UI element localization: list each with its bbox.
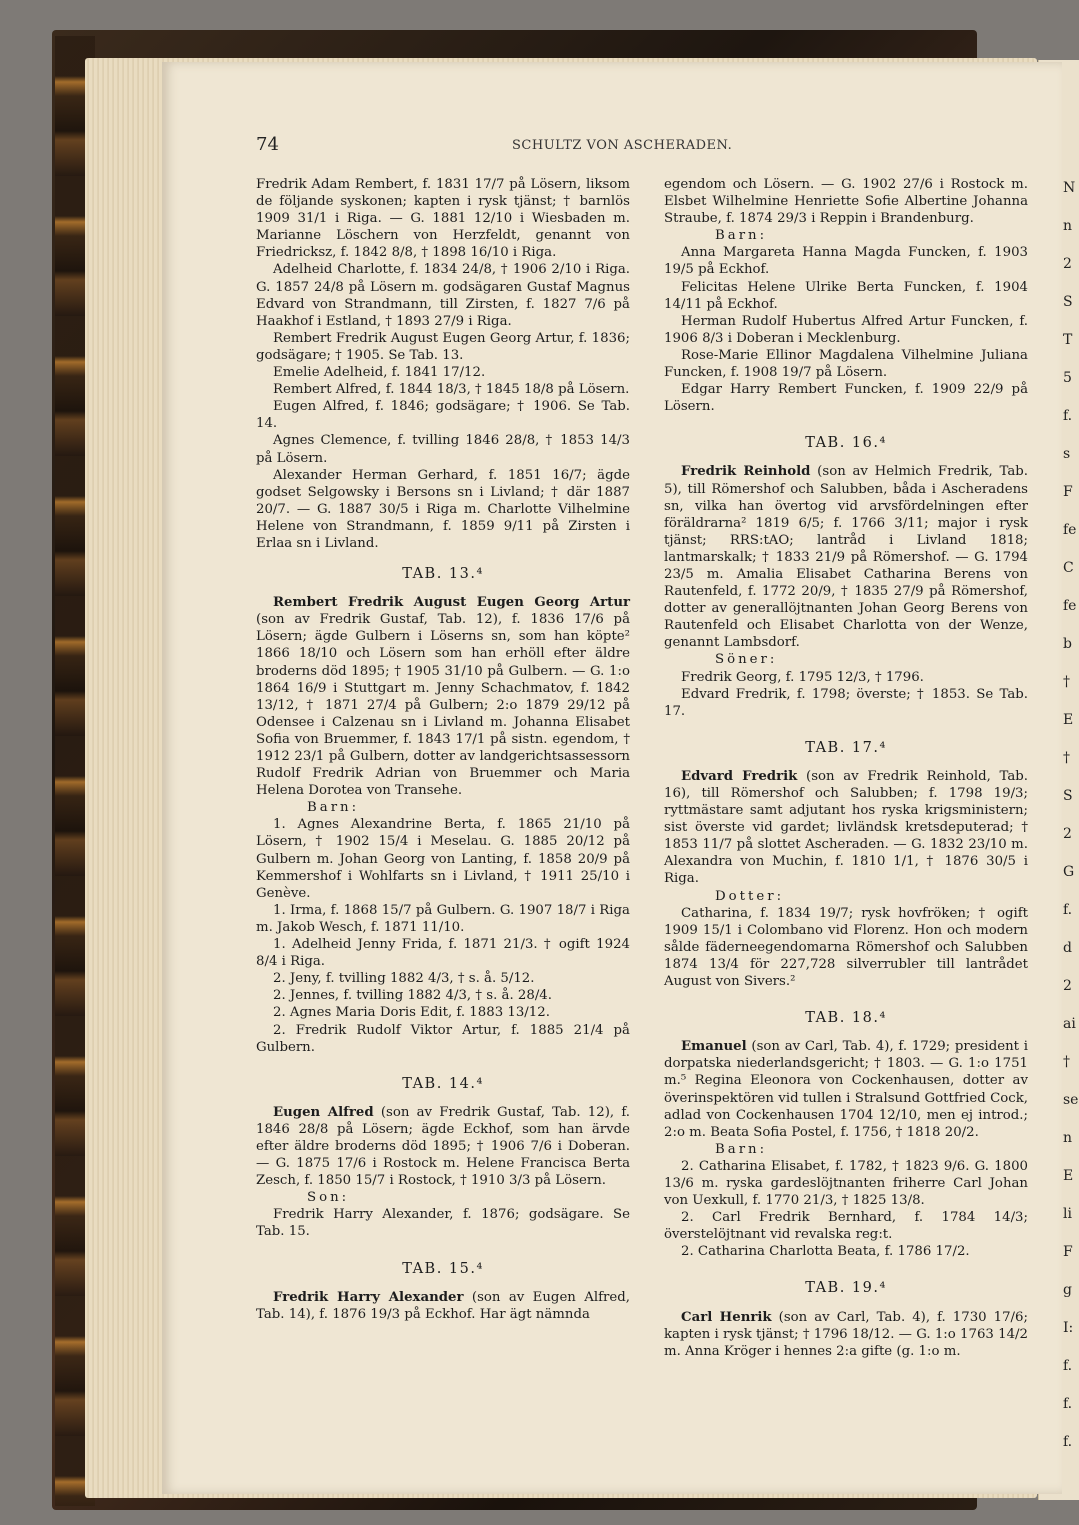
text-paragraph (664, 244, 1028, 278)
next-page-fragment: 2 (1063, 978, 1072, 994)
text-paragraph (256, 1206, 630, 1240)
entry-name: Carl Henrik (681, 1309, 772, 1325)
text-paragraph (256, 176, 630, 261)
next-page-fragment: fe (1063, 522, 1077, 538)
next-page-fragment: S (1063, 294, 1073, 310)
text-paragraph (664, 279, 1028, 313)
entry-name: Edvard Fredrik (681, 768, 798, 784)
next-page-fragment: T (1063, 332, 1073, 348)
text-paragraph (256, 1289, 630, 1323)
table-heading: TAB. 15.⁴ (402, 1260, 484, 1277)
section-label: Barn: (715, 1141, 768, 1157)
entry-text: 2. Jeny, f. tvilling 1882 4/3, † s. å. 5/12. (273, 971, 535, 987)
entry-text: Alexander Herman Gerhard, f. 1851 16/7; ägde godset Selgowsky i Bersons sn i Livland; † där 1887 20/7. — G. 1887 30/5 i Riga m. Charlotte Vilhelmine Helene von Strandmann, f. 1859 9/11 på Zirsten i Erlaa sn i Livland. (256, 467, 630, 551)
page-number: 74 (256, 134, 279, 155)
text-paragraph (664, 1243, 1028, 1260)
text-paragraph (664, 1209, 1028, 1243)
next-page-fragment: 5 (1063, 370, 1072, 386)
next-page-fragment: E (1063, 1168, 1074, 1184)
entry-name: Fredrik Reinhold (681, 464, 811, 480)
text-paragraph (664, 463, 1028, 651)
entry-text: 2. Jennes, f. tvilling 1882 4/3, † s. å. 28/4. (273, 988, 552, 1004)
entry-text: Fredrik Georg, f. 1795 12/3, † 1796. (681, 669, 924, 685)
next-page-fragment: N (1063, 180, 1076, 196)
entry-text: 2. Fredrik Rudolf Viktor Artur, f. 1885 21/4 på Gulbern. (256, 1022, 630, 1055)
text-paragraph (256, 970, 630, 987)
next-page-fragment: † (1063, 750, 1070, 766)
entry-text: 1. Adelheid Jenny Frida, f. 1871 21/3. † ogift 1924 8/4 i Riga. (256, 937, 630, 970)
text-paragraph (256, 261, 630, 329)
text-paragraph (256, 381, 630, 398)
section-label: Barn: (307, 800, 360, 816)
text-paragraph (256, 1004, 630, 1021)
next-page-fragment: n (1063, 218, 1073, 234)
entry-text: Anna Margareta Hanna Magda Funcken, f. 1903 19/5 på Eckhof. (664, 245, 1028, 278)
entry-text: (son av Fredrik Gustaf, Tab. 12), f. 1846 28/8 på Lösern; ägde Eckhof, som han ärvde efter äldre broderns död 1895; † 1906 7/6 i Doberan. — G. 1875 17/6 i Rostock m. Helene Francisca Berta Zesch, f. 1850 15/7 i Rostock, † 1910 3/3 på Lösern. (256, 1104, 630, 1189)
entry-text: (son av Carl, Tab. 4), f. 1730 17/6; kapten i rysk tjänst; † 1796 18/12. — G. 1:o 1763 14/2 m. Anna Kröger i hennes 2:a gifte (g. 1:o m. (664, 1309, 1028, 1359)
next-page-fragment: fe (1063, 598, 1077, 614)
text-paragraph (256, 330, 630, 364)
entry-text: Edgar Harry Rembert Funcken, f. 1909 22/9 på Lösern. (664, 382, 1028, 415)
section-label: Barn: (715, 228, 768, 244)
text-paragraph (256, 816, 630, 901)
text-paragraph (256, 987, 630, 1004)
table-heading: TAB. 17.⁴ (805, 739, 887, 756)
entry-text: (son av Fredrik Reinhold, Tab. 16), till Römershof och Salubben; f. 1798 19/3; ryttmästare samt adjutant hos ryska krigsministern; sist överste vid gardet; livländsk kretsdeputerad; † 1853 11/7 på slottet Ascheraden. — G. 1832 23/10 m. Alexandra von Muchin, f. 1810 1/1, † 1876 30/5 i Riga. (664, 768, 1029, 887)
next-page-fragment: f. (1063, 1358, 1073, 1374)
entry-text: (son av Fredrik Gustaf, Tab. 12), f. 1836 17/6 på Lösern; ägde Gulbern i Löserns sn, som han köpte² 1866 18/10 och Lösern som han erhöll efter äldre broderns död 1895; † 1905 31/10 på Gulbern. — G. 1:o 1864 16/9 i Stuttgart m. Jenny Schachmatov, f. 1842 13/12, † 1871 27/4 på Gulbern; 2:o 1879 29/12 på Odensee i Calzenau sn i Livland m. Johanna Elisabet Sofia von Bruemmer, f. 1843 17/1 på sistn. egendom, † 1912 23/1 på Gulbern, dotter av landgerichtsassessorn Rudolf Fredrik Adrian von Bruemmer och Maria Helena Dorotea von Transehe. (256, 612, 630, 799)
next-page-fragment: f. (1063, 1396, 1073, 1412)
entry-text: Rembert Fredrik August Eugen Georg Artur, f. 1836; godsägare; † 1905. Se Tab. 13. (256, 330, 630, 363)
entry-text: 1. Agnes Alexandrine Berta, f. 1865 21/10 på Lösern, † 1902 15/4 i Meselau. G. 1885 20/12 på Gulbern m. Johan Georg von Lanting, f. 1858 20/9 på Kemmershof i Wohlfarts sn i Livland, † 1911 25/10 i Genève. (256, 817, 630, 901)
running-title: SCHULTZ VON ASCHERADEN. (512, 138, 733, 153)
next-page-fragment: G (1063, 864, 1075, 880)
text-paragraph (664, 686, 1028, 720)
entry-text: Felicitas Helene Ulrike Berta Funcken, f. 1904 14/11 på Eckhof. (664, 279, 1028, 312)
text-paragraph (256, 902, 630, 936)
page-header (256, 134, 1026, 156)
text-paragraph (256, 1022, 630, 1056)
next-page-fragment: I: (1063, 1320, 1074, 1336)
entry-name: Eugen Alfred (273, 1104, 374, 1120)
entry-text: Eugen Alfred, f. 1846; godsägare; † 1906. Se Tab. 14. (256, 399, 630, 432)
entry-text: 1. Irma, f. 1868 15/7 på Gulbern. G. 1907 18/7 i Riga m. Jakob Wesch, f. 1871 11/10. (256, 902, 630, 935)
text-paragraph (256, 594, 630, 799)
next-page-fragment: F (1063, 484, 1073, 500)
next-page-fragment: n (1063, 1130, 1073, 1146)
entry-text: Fredrik Adam Rembert, f. 1831 17/7 på Lösern, liksom de följande syskonen; kapten i rysk tjänst; † barnlös 1909 31/1 i Riga. — G. 1881 12/10 i Wiesbaden m. Marianne Löschern von Herzfeldt, genannt von Friedricksz, f. 1842 8/8, † 1898 16/10 i Riga. (256, 177, 630, 261)
next-page-fragment: f. (1063, 902, 1073, 918)
text-paragraph (256, 432, 630, 466)
next-page-fragment: † (1063, 1054, 1070, 1070)
right-text-column (664, 176, 1028, 1360)
entry-text: egendom och Lösern. — G. 1902 27/6 i Rostock m. Elsbet Wilhelmine Henriette Sofie Albertine Johanna Straube, f. 1874 29/3 i Reppin i Brandenburg. (664, 177, 1028, 227)
next-page-fragment: C (1063, 560, 1074, 576)
next-page-fragment: F (1063, 1244, 1073, 1260)
table-heading: TAB. 18.⁴ (805, 1010, 887, 1027)
next-page-fragment: g (1063, 1282, 1072, 1298)
table-heading: TAB. 16.⁴ (805, 435, 887, 452)
next-page-fragment: f. (1063, 1434, 1073, 1450)
entry-name: Fredrik Harry Alexander (273, 1289, 464, 1305)
entry-text: (son av Eugen Alfred, Tab. 14), f. 1876 19/3 på Eckhof. Har ägt nämnda (256, 1289, 630, 1322)
next-page-fragment: S (1063, 788, 1073, 804)
next-page-fragment: E (1063, 712, 1074, 728)
entry-text: Adelheid Charlotte, f. 1834 24/8, † 1906 2/10 i Riga. G. 1857 24/8 på Lösern m. godsägaren Gustaf Magnus Edvard von Strandmann, till Zirsten, f. 1827 7/6 på Haakhof i Estland, † 1893 27/9 i Riga. (256, 262, 630, 329)
entry-text: Catharina, f. 1834 19/7; rysk hovfröken; † ogift 1909 15/1 i Colombano vid Florenz. Hon och modern sålde fäderneegendomarna Römershof och Salubben 1874 13/4 för 227,728 silverrubler till lantrådet August von Sivers.² (664, 905, 1028, 990)
entry-text: Rose-Marie Ellinor Magdalena Vilhelmine Juliana Funcken, f. 1908 19/7 på Lösern. (664, 347, 1028, 381)
table-heading: TAB. 14.⁴ (402, 1075, 484, 1092)
entry-text: 2. Carl Fredrik Bernhard, f. 1784 14/3; överstelöjtnant vid revalska reg:t. (664, 1210, 1028, 1243)
next-page-fragment: 2 (1063, 826, 1072, 842)
next-page-fragment: b (1063, 636, 1072, 652)
text-paragraph (256, 936, 630, 970)
next-page-fragment: d (1063, 940, 1072, 956)
table-heading: TAB. 13.⁴ (402, 566, 484, 583)
text-paragraph (664, 176, 1028, 227)
entry-text: (son av Carl, Tab. 4), f. 1729; president i dorpatska niederlandsgericht; † 1803. — G. 1:o 1751 m.⁵ Regina Eleonora von Cockenhausen, dotter av överinspektören vid tullen i Stralsund Gottfried Cock, adlad von Cockenhausen 1704 12/10, men ej introd.; 2:o m. Beata Sofia Postel, f. 1756, † 1818 20/2. (664, 1039, 1028, 1140)
entry-text: Emelie Adelheid, f. 1841 17/12. (273, 365, 486, 381)
entry-text: Herman Rudolf Hubertus Alfred Artur Funcken, f. 1906 8/3 i Doberan i Mecklenburg. (664, 313, 1028, 346)
entry-text: 2. Agnes Maria Doris Edit, f. 1883 13/12. (273, 1005, 550, 1021)
text-paragraph (664, 1038, 1028, 1141)
text-paragraph (664, 1309, 1028, 1360)
entry-text: Agnes Clemence, f. tvilling 1846 28/8, † 1853 14/3 på Lösern. (256, 433, 630, 466)
next-page-fragment: f. (1063, 408, 1073, 424)
text-paragraph (664, 1158, 1028, 1209)
text-paragraph (256, 1104, 630, 1189)
section-label: Söner: (715, 652, 778, 668)
next-page-fragment: † (1063, 674, 1070, 690)
text-paragraph (664, 905, 1028, 990)
entry-text: (son av Helmich Fredrik, Tab. 5), till Römershof och Salubben, båda i Ascheradens sn, vilka han övertog vid arvsfördelningen efter föräldrarna² 1819 6/5; f. 1766 3/11; major i rysk tjänst; RRS:tAO; lantråd i Livland 1818; lantmarskalk; † 1833 21/9 på Römershof. — G. 1794 23/5 m. Amalia Elisabet Catharina Berens von Rautenfeld, f. 1772 20/9, † 1835 27/9 på Römershof, dotter av generallöjtnanten Johan Georg Berens von Rautenfeld och Elisabet Charlotta von der Wenze, genannt Lambsdorf. (664, 464, 1028, 651)
text-paragraph (664, 313, 1028, 347)
text-paragraph (664, 669, 1028, 686)
table-heading: TAB. 19.⁴ (805, 1280, 887, 1297)
text-paragraph (664, 347, 1028, 381)
text-paragraph (256, 364, 630, 381)
text-paragraph (664, 768, 1028, 888)
section-label: Dotter: (715, 888, 785, 904)
entry-text: Rembert Alfred, f. 1844 18/3, † 1845 18/8 på Lösern. (273, 382, 630, 398)
entry-text: 2. Catharina Charlotta Beata, f. 1786 17/2. (681, 1244, 970, 1260)
next-page-fragment: se (1063, 1092, 1079, 1108)
left-text-column (256, 176, 630, 1323)
text-paragraph (664, 381, 1028, 415)
text-paragraph (256, 467, 630, 552)
section-label: Son: (307, 1190, 350, 1206)
entry-text: 2. Catharina Elisabet, f. 1782, † 1823 9/6. G. 1800 13/6 m. ryska gardeslöjtnanten friherre Carl Johan von Uexkull, f. 1770 21/3, † 1825 13/8. (664, 1158, 1028, 1209)
entry-name: Rembert Fredrik August Eugen Georg Artur (273, 595, 630, 611)
entry-text: Edvard Fredrik, f. 1798; överste; † 1853. Se Tab. 17. (664, 686, 1028, 719)
text-paragraph (256, 398, 630, 432)
entry-name: Emanuel (681, 1039, 747, 1055)
next-page-fragment: s (1063, 446, 1071, 462)
next-page-fragment: ai (1063, 1016, 1076, 1032)
entry-text: Fredrik Harry Alexander, f. 1876; godsägare. Se Tab. 15. (256, 1207, 630, 1240)
next-page-fragment: li (1063, 1206, 1072, 1222)
next-page-fragment: 2 (1063, 256, 1072, 272)
